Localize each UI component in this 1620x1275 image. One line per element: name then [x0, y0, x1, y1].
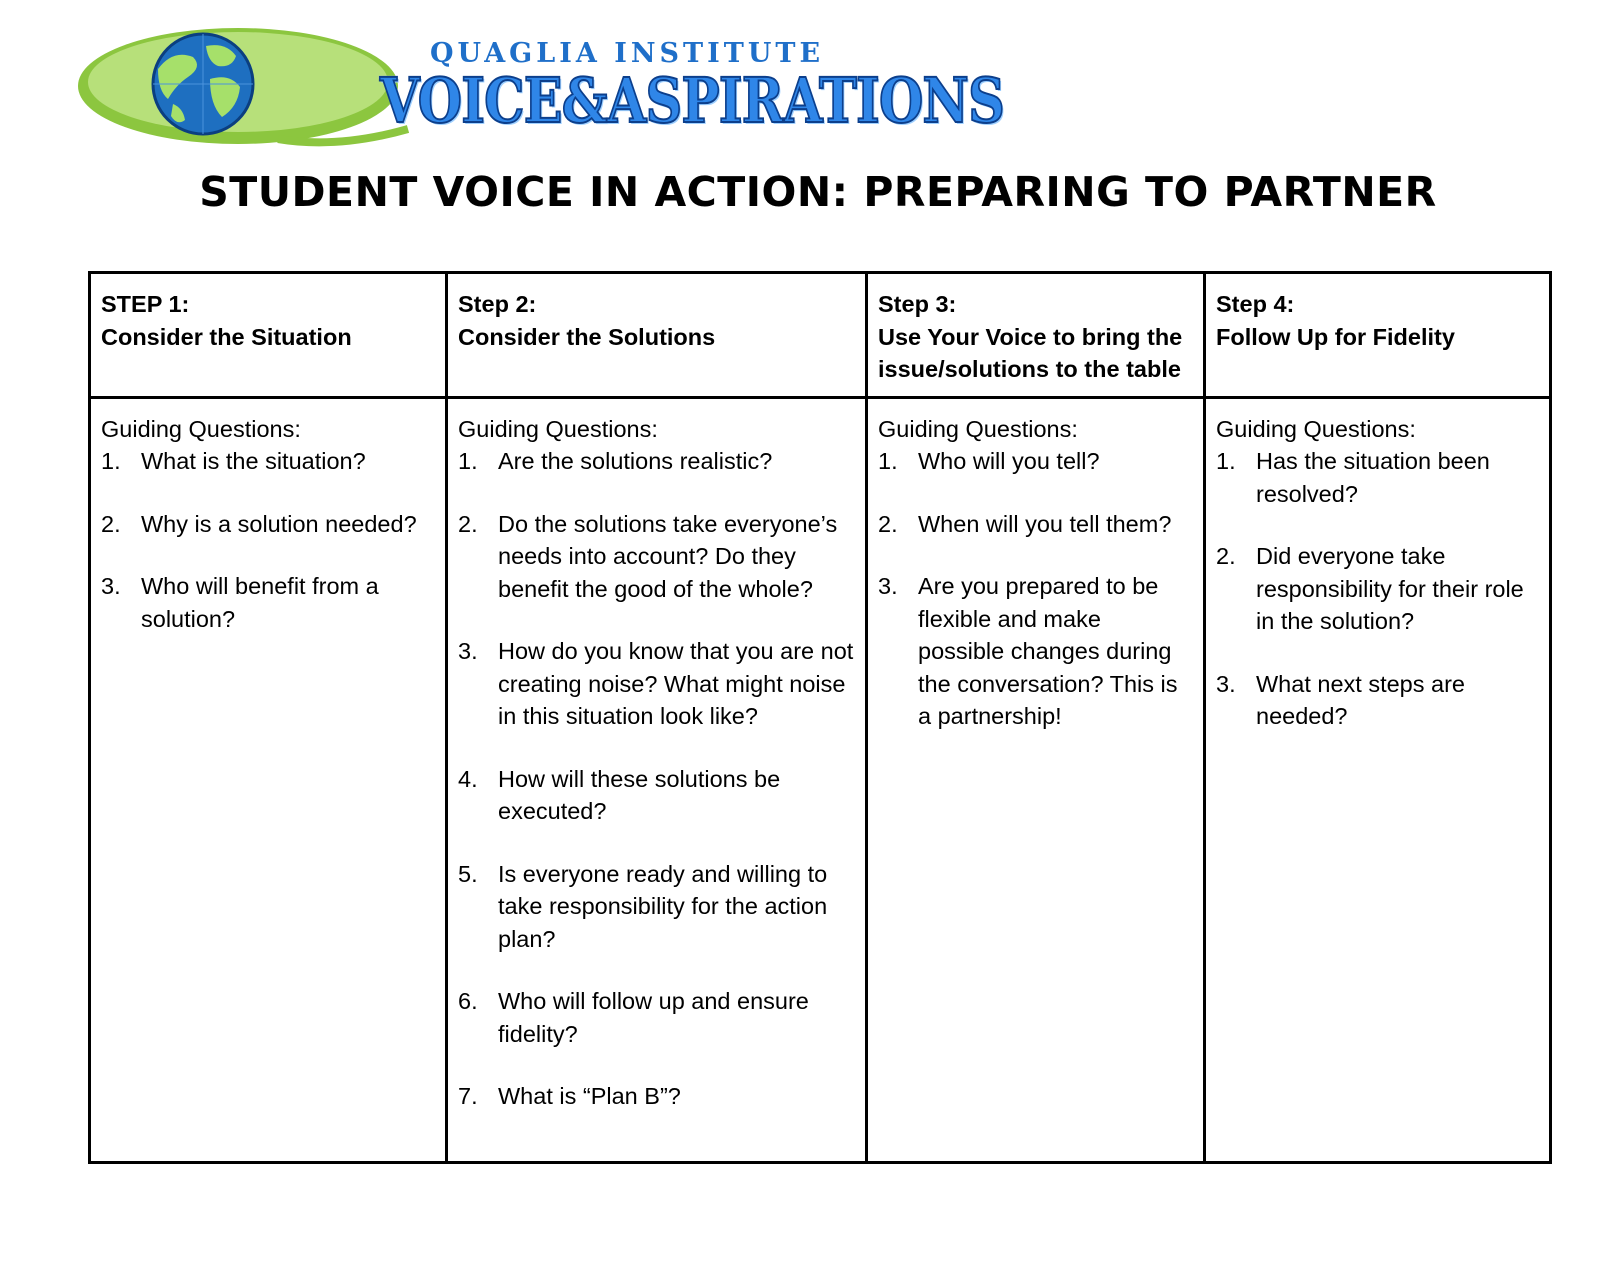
step-2-questions-cell: [447, 397, 867, 1163]
step-2-header: [447, 273, 867, 398]
list-item: 3. What next steps are needed?: [1216, 670, 1465, 729]
step-3-title: Use Your Voice to bring the issue/solutions to the table: [878, 323, 1183, 382]
list-item: 1. Are the solutions realistic?: [458, 448, 773, 474]
step-3-questions-cell: [867, 397, 1205, 1163]
list-item: 7. What is “Plan B”?: [458, 1083, 681, 1109]
step-3-header: [867, 273, 1205, 398]
step-4-questions-label: Guiding Questions:: [1216, 415, 1416, 442]
globe-icon: [78, 24, 418, 154]
list-item: 1. Has the situation been resolved?: [1216, 448, 1490, 507]
step-4-label: Step 4:: [1216, 291, 1295, 317]
step-2-label: Step 2:: [458, 291, 537, 317]
list-item: 3. Who will benefit from a solution?: [101, 573, 379, 632]
step-2-questions-label: Guiding Questions:: [458, 415, 658, 442]
step-4-question-list: [1216, 445, 1539, 733]
step-1-header: [90, 273, 447, 398]
step-1-label: STEP 1:: [101, 291, 190, 317]
list-item: 1. What is the situation?: [101, 448, 366, 474]
list-item: 2. Why is a solution needed?: [101, 510, 417, 537]
step-4-questions-cell: [1205, 397, 1551, 1163]
list-item: 5. Is everyone ready and willing to take responsibility for the action plan?: [458, 860, 828, 952]
institute-logo: [78, 24, 1004, 154]
page-title: STUDENT VOICE IN ACTION: PREPARING TO PARTNER: [199, 168, 1437, 216]
step-2-question-list: [458, 445, 855, 1113]
list-item: 2. Did everyone take responsibility for their role in the solution?: [1216, 543, 1524, 634]
steps-questions-row: [90, 397, 1551, 1163]
list-item: 4. How will these solutions be executed?: [458, 765, 781, 824]
list-item: 3. How do you know that you are not creating noise? What might noise in this situation look like?: [458, 638, 854, 729]
list-item: 3. Are you prepared to be flexible and make possible changes during the conversation? This is a partnership!: [878, 573, 1178, 729]
logo-name-text: VOICE&ASPIRATIONS: [380, 64, 1004, 137]
step-3-label: Step 3:: [878, 291, 957, 317]
step-1-questions-label: Guiding Questions:: [101, 415, 301, 442]
step-4-header: [1205, 273, 1551, 398]
list-item: 2. Do the solutions take everyone’s needs into account? Do they benefit the good of the whole?: [458, 510, 838, 602]
list-item: 6. Who will follow up and ensure fidelity?: [458, 988, 809, 1047]
step-2-title: Consider the Solutions: [458, 323, 716, 350]
step-3-questions-label: Guiding Questions:: [878, 415, 1078, 442]
step-1-questions-cell: [90, 397, 447, 1163]
step-1-title: Consider the Situation: [101, 323, 352, 350]
step-1-question-list: [101, 445, 435, 635]
step-4-title: Follow Up for Fidelity: [1216, 323, 1455, 350]
logo-org-text: QUAGLIA INSTITUTE: [430, 38, 825, 69]
steps-header-row: [90, 273, 1551, 398]
list-item: 1. Who will you tell?: [878, 448, 1100, 474]
steps-table: [88, 271, 1552, 1164]
list-item: 2. When will you tell them?: [878, 510, 1172, 537]
step-3-question-list: [878, 445, 1193, 733]
